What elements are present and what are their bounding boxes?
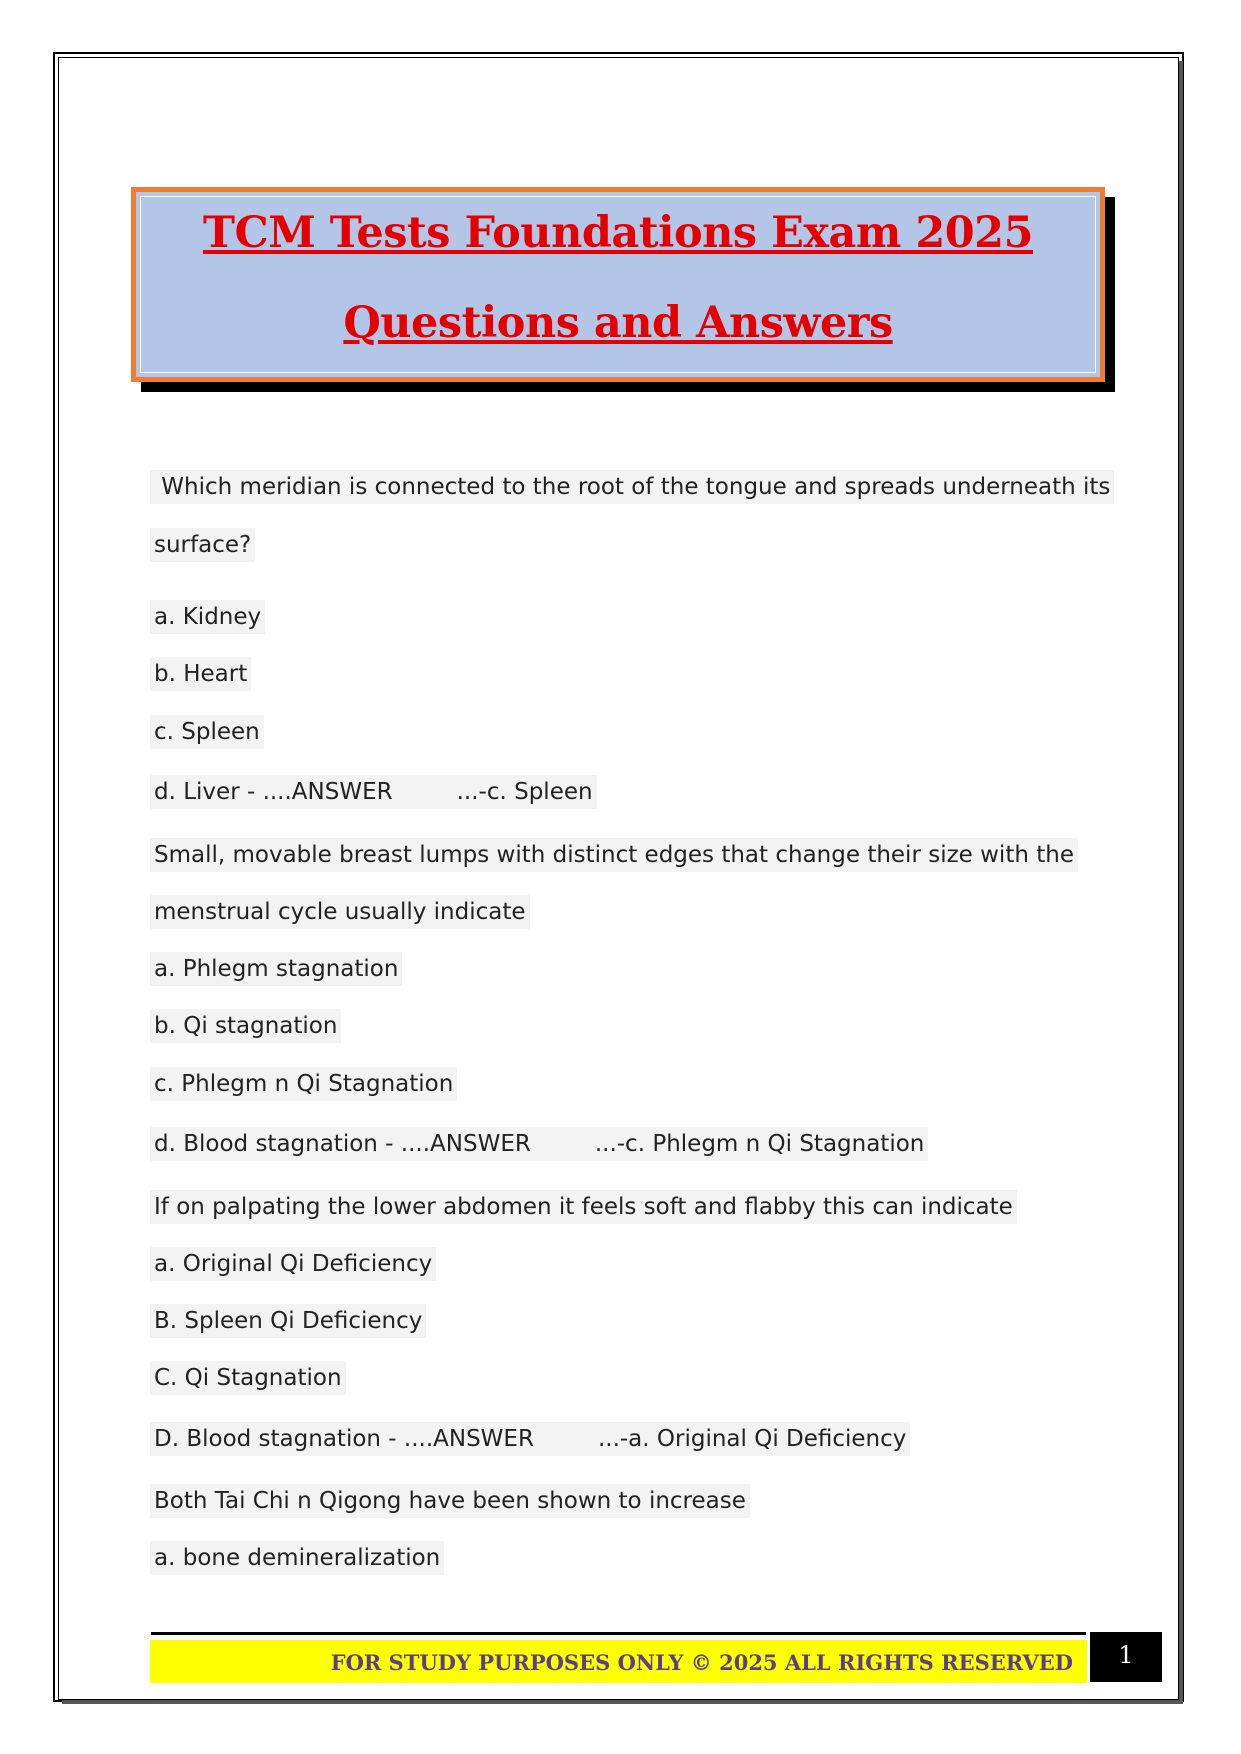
footer-text: FOR STUDY PURPOSES ONLY © 2025 ALL RIGHTS RESERVED bbox=[330, 1650, 1073, 1675]
question-3-option-a: a. Original Qi Deficiency bbox=[150, 1247, 436, 1281]
question-2-option-d: d. Blood stagnation - ....ANSWER bbox=[154, 1131, 531, 1157]
footer-band bbox=[150, 1640, 1087, 1683]
question-3-option-c: C. Qi Stagnation bbox=[150, 1361, 346, 1395]
question-1-stem-line-2: surface? bbox=[150, 528, 255, 562]
question-3-option-d: D. Blood stagnation - ....ANSWER bbox=[154, 1426, 534, 1452]
question-1-answer: ...-c. Spleen bbox=[456, 779, 593, 805]
footer-rule bbox=[151, 1632, 1086, 1635]
question-3-option-b: B. Spleen Qi Deficiency bbox=[150, 1304, 426, 1338]
title-line-2: Questions and Answers bbox=[343, 298, 893, 348]
question-1-option-a: a. Kidney bbox=[150, 600, 265, 634]
question-1-option-d: d. Liver - ....ANSWER bbox=[154, 779, 393, 805]
question-1-option-c: c. Spleen bbox=[150, 715, 264, 749]
question-1-option-b: b. Heart bbox=[150, 657, 251, 691]
question-3-stem-line-1: If on palpating the lower abdomen it feels soft and flabby this can indicate bbox=[150, 1190, 1017, 1224]
title-line-1: TCM Tests Foundations Exam 2025 bbox=[202, 208, 1033, 258]
question-2-option-a: a. Phlegm stagnation bbox=[150, 952, 402, 986]
question-2-stem-line-2: menstrual cycle usually indicate bbox=[150, 895, 530, 929]
question-2-option-b: b. Qi stagnation bbox=[150, 1009, 341, 1043]
question-2-answer-line bbox=[150, 1127, 928, 1161]
question-2-answer: ...-c. Phlegm n Qi Stagnation bbox=[594, 1131, 925, 1157]
question-3-answer-line bbox=[150, 1422, 910, 1456]
question-4-option-a: a. bone demineralization bbox=[150, 1541, 444, 1575]
question-2-stem-line-1: Small, movable breast lumps with distinct edges that change their size with the bbox=[150, 838, 1078, 872]
question-2-option-c: c. Phlegm n Qi Stagnation bbox=[150, 1067, 457, 1101]
question-4-stem-line-1: Both Tai Chi n Qigong have been shown to increase bbox=[150, 1484, 750, 1518]
question-1-answer-line bbox=[150, 775, 597, 809]
question-3-answer: ...-a. Original Qi Deficiency bbox=[597, 1426, 907, 1452]
question-1-stem-line-1: Which meridian is connected to the root of the tongue and spreads underneath its bbox=[150, 470, 1114, 504]
title-banner bbox=[131, 187, 1105, 382]
page-number: 1 bbox=[1090, 1632, 1162, 1682]
